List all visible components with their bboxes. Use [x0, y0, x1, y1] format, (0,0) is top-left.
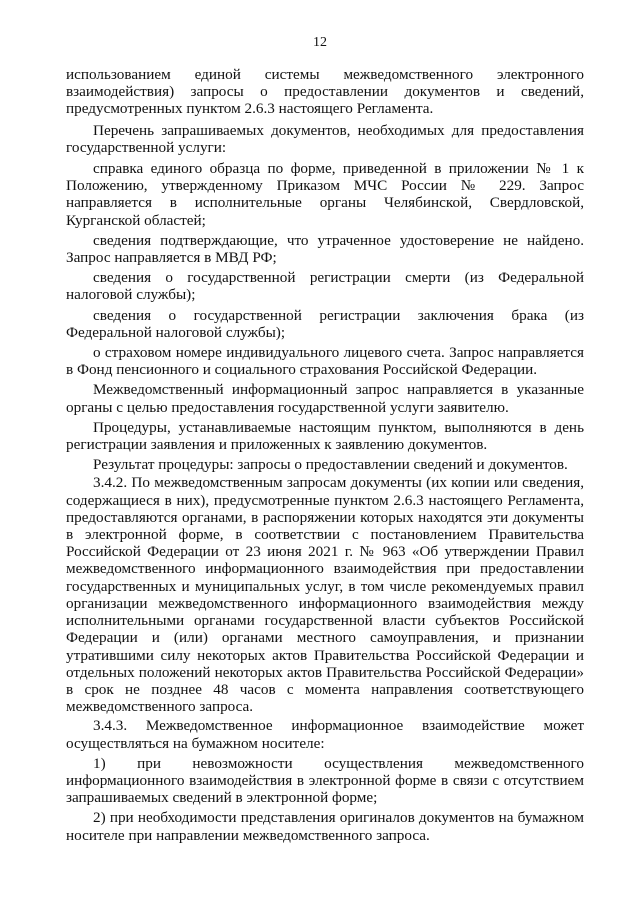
paragraph: 3.4.2. По межведомственным запросам документы (их копии или сведения, содержащиеся в них), предусмотренные пунктом 2.6.3 настоящего Регламента, предоставляются органами, в распоряжении которых находятся эти документы в электронной форме, в соответствии с постановлением Правительства Российской Федерации от 23 июня 2021 г. № 963 «Об утверждении Правил межведомственного информационного взаимодействия при предоставлении государственных и муниципальных услуг, в том числе рекомендуемых правил организации межведомственного информационного взаимодействия между исполнительными органами государственной власти субъектов Российской Федерации и (или) органами местного самоуправления, и признании утратившими силу некоторых актов Правительства Российской Федерации и отдельных положений некоторых актов Правительства Российской Федерации» в срок не позднее 48 часов с момента направления соответствующего межведомственного запроса.	[66, 474, 584, 716]
paragraph: 3.4.3. Межведомственное информационное взаимодействие может осуществляться на бумажном носителе:	[66, 717, 584, 752]
paragraph: о страховом номере индивидуального лицевого счета. Запрос направляется в Фонд пенсионного и социального страхования Российской Федерации.	[66, 344, 584, 379]
paragraph: Процедуры, устанавливаемые настоящим пунктом, выполняются в день регистрации заявления и приложенных к заявлению документов.	[66, 418, 584, 454]
paragraph: использованием единой системы межведомственного электронного взаимодействия) запросы о предоставлении документов и сведений, предусмотренных пунктом 2.6.3 настоящего Регламента.	[66, 66, 584, 118]
paragraph: Результат процедуры: запросы о предоставлении сведений и документов.	[93, 456, 568, 474]
paragraph: Межведомственный информационный запрос направляется в указанные органы с целью предоставления государственной услуги заявителю.	[66, 381, 584, 416]
paragraph: Перечень запрашиваемых документов, необходимых для предоставления государственной услуги:	[66, 121, 584, 156]
paragraph: 1) при невозможности осуществления межведомственного информационного взаимодействия в электронной форме в связи с отсутствием запрашиваемых сведений в электронной форме;	[66, 754, 584, 807]
paragraph: справка единого образца по форме, приведенной в приложении № 1 к Положению, утвержденному Приказом МЧС России № 229. Запрос направляется в исполнительные органы Челябинской, Свердловской, Курганской областей;	[66, 160, 584, 229]
paragraph: сведения о государственной регистрации заключения брака (из Федеральной налоговой службы);	[66, 306, 584, 341]
page-number: 12	[313, 35, 327, 50]
document-body	[66, 66, 584, 844]
paragraph: сведения подтверждающие, что утраченное удостоверение не найдено. Запрос направляется в МВД РФ;	[66, 231, 584, 267]
paragraph: сведения о государственной регистрации смерти (из Федеральной налоговой службы);	[66, 269, 584, 304]
paragraph: 2) при необходимости представления оригиналов документов на бумажном носителе при направлении межведомственного запроса.	[66, 809, 584, 844]
